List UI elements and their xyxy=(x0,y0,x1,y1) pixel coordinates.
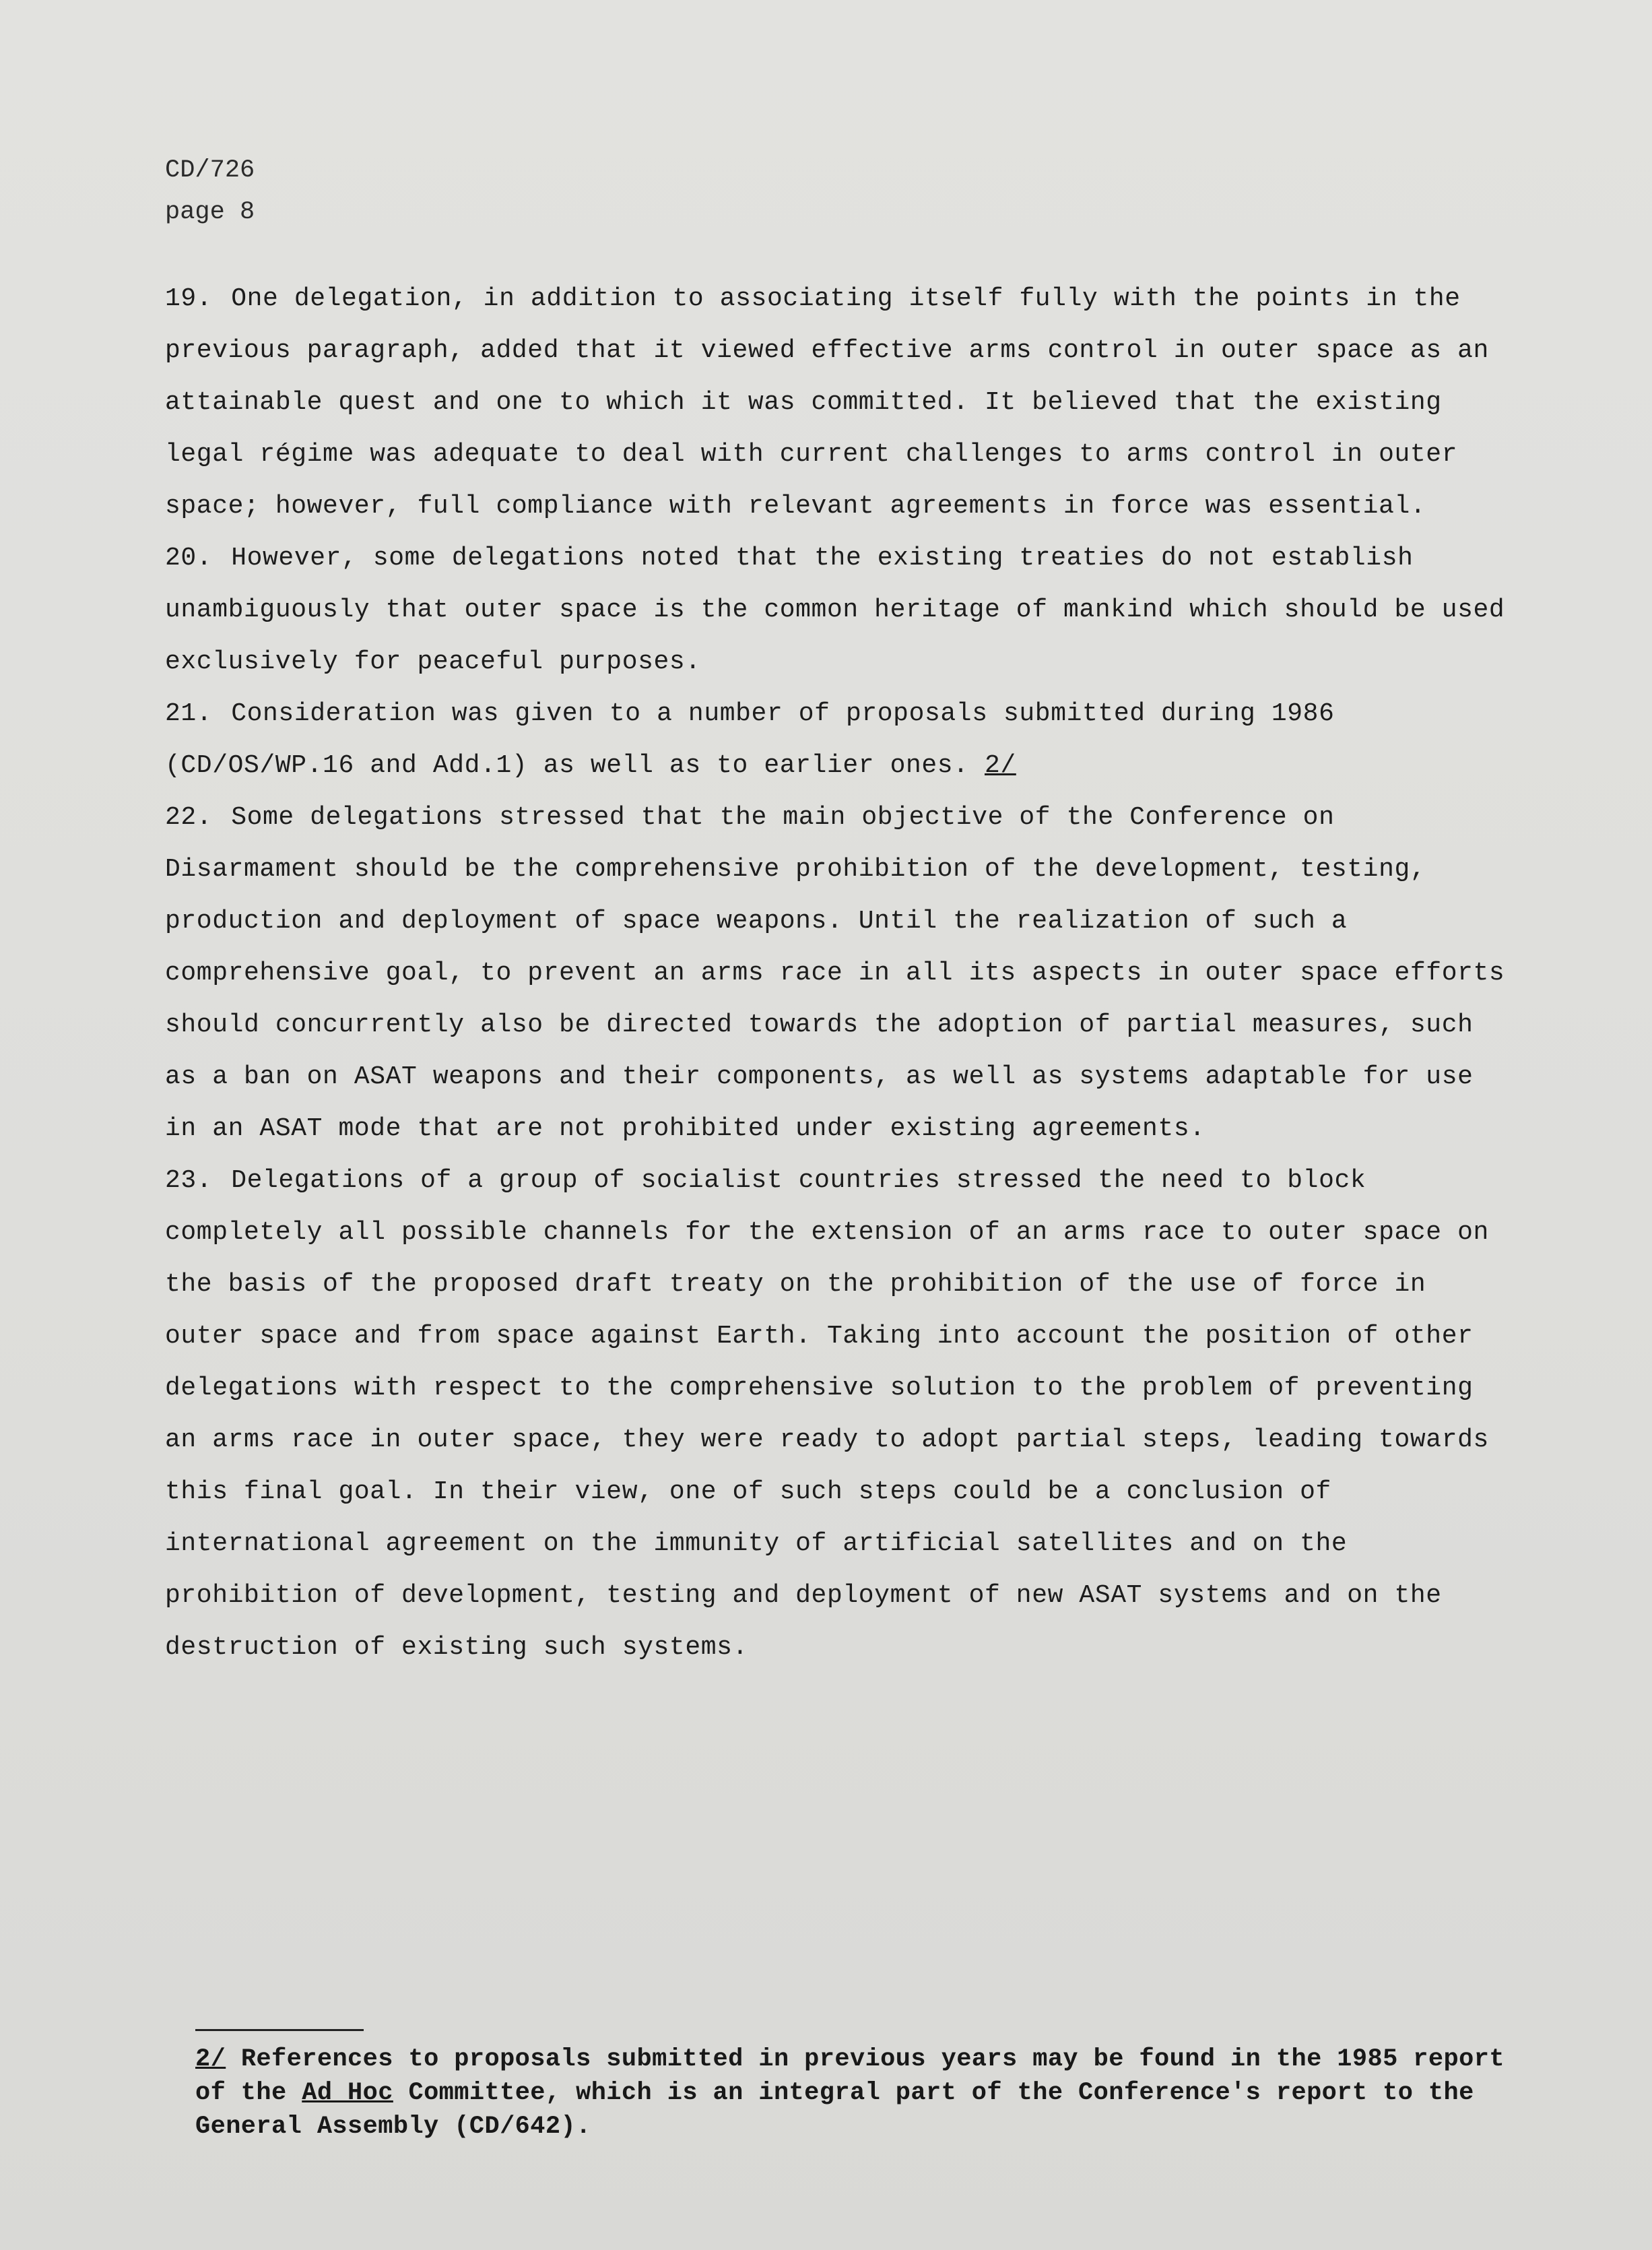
paragraph-number: 21. xyxy=(165,699,213,728)
footnote-emphasis: Ad Hoc xyxy=(302,2079,393,2107)
paragraph-number: 19. xyxy=(165,284,213,313)
paragraph-text: Some delegations stressed that the main objective of the Conference on Disarmament should be the comprehensive prohibition of the development, testing, production and deployment of space weapons. Until the realization of such a comprehensive goal, to prevent an arms race in all its aspects in outer space efforts should concurrently also be directed towards the adoption of partial measures, such as a ban on ASAT weapons and their components, as well as systems adaptable for use in an ASAT mode that are not prohibited under existing agreements. xyxy=(165,803,1505,1143)
footnote-text-before: References to proposals submitted in previous years may be found in the 1985 report of the xyxy=(195,2045,1505,2107)
footnote-marker: 2/ xyxy=(195,2045,226,2074)
paragraph-number: 23. xyxy=(165,1166,213,1195)
paragraph-22 xyxy=(165,792,1519,1155)
paragraph-text: Delegations of a group of socialist countries stressed the need to block completely all possible channels for the extension of an arms race to outer space on the basis of the proposed draft treaty on the prohibition of the use of force in outer space and from space against Earth. Taking into account the position of other delegations with respect to the comprehensive solution to the problem of preventing an arms race in outer space, they were ready to adopt partial steps, leading towards this final goal. In their view, one of such steps could be a conclusion of international agreement on the immunity of artificial satellites and on the prohibition of development, testing and deployment of new ASAT systems and on the destruction of existing such systems. xyxy=(165,1166,1489,1662)
paragraph-20 xyxy=(165,532,1519,688)
document-symbol: CD/726 xyxy=(165,156,255,185)
footnote-separator xyxy=(195,2029,364,2031)
footnote-reference: 2/ xyxy=(985,751,1016,780)
paragraph-text: Consideration was given to a number of proposals submitted during 1986 (CD/OS/WP.16 and Add.1) as well as to earlier ones. xyxy=(165,699,1335,780)
footnote-text-after: Committee, which is an integral part of the Conference's report to the General Assembly (CD/642). xyxy=(195,2079,1474,2141)
paragraph-23 xyxy=(165,1155,1519,1673)
document-body xyxy=(165,273,1519,1673)
paragraph-number: 20. xyxy=(165,544,213,573)
paragraph-21 xyxy=(165,688,1519,792)
paragraph-number: 22. xyxy=(165,803,213,832)
paragraph-text: However, some delegations noted that the existing treaties do not establish unambiguously that outer space is the common heritage of mankind which should be used exclusively for peaceful purposes. xyxy=(165,544,1505,676)
document-header xyxy=(165,150,255,233)
paragraph-19 xyxy=(165,273,1519,532)
footnote xyxy=(195,2043,1535,2144)
page-number: page 8 xyxy=(165,198,255,226)
paragraph-text: One delegation, in addition to associating itself fully with the points in the previous paragraph, added that it viewed effective arms control in outer space as an attainable quest and one to which it was committed. It believed that the existing legal régime was adequate to deal with current challenges to arms control in outer space; however, full compliance with relevant agreements in force was essential. xyxy=(165,284,1489,521)
